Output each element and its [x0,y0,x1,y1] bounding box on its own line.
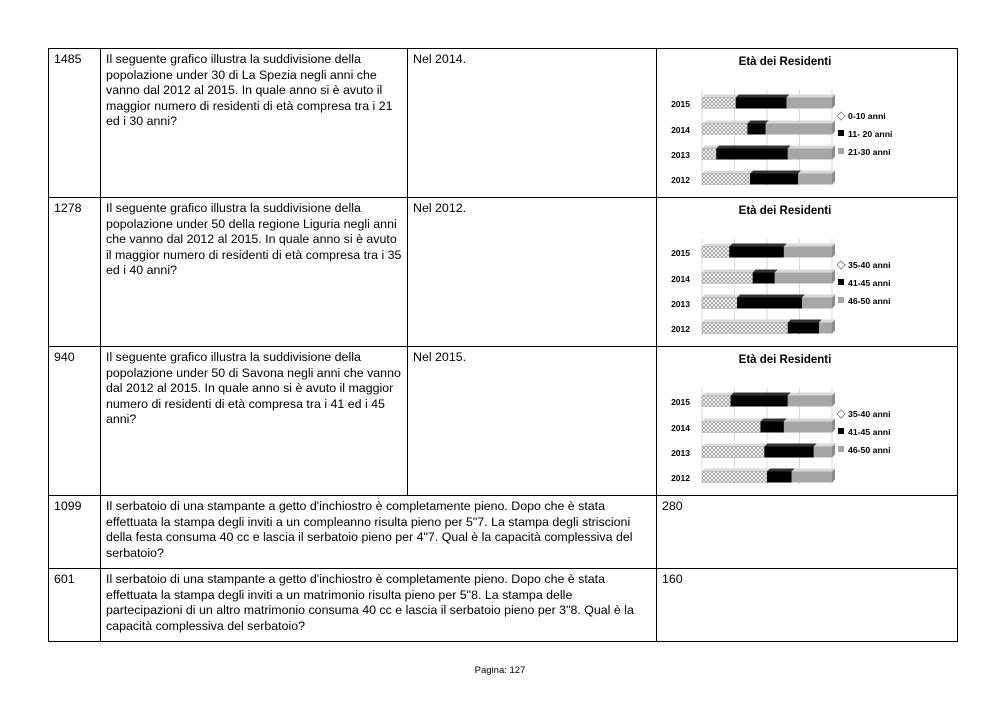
question-text: Il seguente grafico illustra la suddivisione della popolazione under 30 di La Spezia negli anni che vanno dal 2012 al 2015. In quale anno si è avuto il maggior numero di residenti di età compresa tra i 21 ed i 30 anni? [101,49,408,198]
question-id: 1099 [49,496,101,569]
bar-segment [761,422,784,433]
bar-segment [784,422,832,433]
category-label: 2015 [671,397,690,407]
bar-top-face [767,469,795,472]
bar-top-face [775,270,835,273]
question-text: Il serbatoio di una stampante a getto d'inchiostro è completamente pieno. Dopo che è stata effettuata la stampa degli inviti a un matrimonio risulta pieno per 5"8. La stampa delle partecipazioni di un altro matrimonio consuma 40 cc e lascia il serbatoio pieno per 3"8. Qual è la capacità complessiva del serbatoio? [101,569,657,642]
bar-top-face [702,121,751,124]
legend-swatch [838,446,844,452]
bar-segment [753,273,775,284]
stacked-bar-chart [662,350,908,492]
bar-top-face [702,95,739,98]
bar-top-face [761,419,787,422]
bar-segment [702,298,737,309]
legend-label: 46-50 anni [848,445,891,455]
category-label: 2015 [671,248,690,258]
bar-top-face [702,419,764,422]
bar-segment [750,174,798,185]
stacked-bar-chart [662,52,908,194]
bar-segment [702,124,748,135]
legend-swatch [838,148,844,154]
category-label: 2015 [671,99,690,109]
legend-label: 41-45 anni [848,427,891,437]
bar-segment [716,149,788,160]
bar-top-face [702,444,767,447]
legend-label: 41-45 anni [848,278,891,288]
question-table-container [48,48,957,642]
bar-top-face [764,444,816,447]
bar-segment [702,247,729,258]
chart-cell [657,198,958,347]
chart-title: Età dei Residenti [738,205,832,217]
bar-top-face [716,146,791,149]
legend-label: 46-50 anni [848,296,891,306]
bar-top-face [702,469,770,472]
question-text: Il seguente grafico illustra la suddivisione della popolazione under 50 di Savona negli anni che vanno dal 2012 al 2015. In quale anno si è avuto il maggior numero di residenti di età compresa tra i 41 ed i 45 anni? [101,347,408,496]
question-text: Il serbatoio di una stampante a getto d'inchiostro è completamente pieno. Dopo che è stata effettuata la stampa degli inviti a un compleanno risulta pieno per 5"7. La stampa degli striscioni della festa consuma 40 cc e lascia il serbatoio pieno per 4"7. Qual è la capacità complessiva del serbatoio? [101,496,657,569]
bar-top-face [788,320,822,323]
bar-top-face [784,244,835,247]
table-row [49,496,958,569]
bar-top-face [787,95,836,98]
answer-text: Nel 2012. [408,198,657,347]
table-row [49,198,958,347]
bar-top-face [748,121,769,124]
legend-label: 35-40 anni [848,409,891,419]
bar-segment [702,174,750,185]
bar-top-face [766,121,835,124]
bar-top-face [802,295,835,298]
bar-segment [729,247,784,258]
chart-cell [657,49,958,198]
bar-segment [702,447,764,458]
bar-top-face [753,270,778,273]
bar-segment [802,298,832,309]
answer-text: Nel 2015. [408,347,657,496]
question-id: 1278 [49,198,101,347]
bar-top-face [729,244,787,247]
legend-label: 21-30 anni [848,147,891,157]
category-label: 2012 [671,175,690,185]
bar-top-face [702,393,734,396]
category-label: 2013 [671,299,690,309]
bar-segment [767,472,792,483]
chart-title: Età dei Residenti [738,354,832,366]
bar-segment [788,149,832,160]
bar-segment [814,447,832,458]
bar-segment [702,422,761,433]
bar-top-face [792,469,835,472]
legend-swatch [837,112,845,120]
legend-swatch [838,130,844,136]
bar-top-face [814,444,835,447]
bar-top-face [702,270,756,273]
bar-segment [764,447,813,458]
bar-segment [736,98,787,109]
question-id: 601 [49,569,101,642]
category-label: 2013 [671,150,690,160]
bar-top-face [798,171,835,174]
table-row [49,49,958,198]
answer-text: Nel 2014. [408,49,657,198]
bar-segment [731,396,788,407]
category-label: 2014 [671,423,690,433]
legend-swatch [837,410,845,418]
category-label: 2014 [671,125,690,135]
stacked-bar-chart [662,201,908,343]
category-label: 2012 [671,473,690,483]
bar-segment [702,273,753,284]
chart-cell [657,347,958,496]
bar-segment [702,472,767,483]
bar-segment [784,247,832,258]
bar-top-face [750,171,801,174]
answer-text: 160 [657,569,958,642]
bar-top-face [702,320,791,323]
bar-segment [788,323,819,334]
legend-label: 35-40 anni [848,260,891,270]
bar-top-face [731,393,791,396]
bar-segment [702,98,736,109]
question-id: 1485 [49,49,101,198]
bar-segment [748,124,766,135]
bar-segment [702,149,716,160]
table-row [49,347,958,496]
bar-segment [766,124,832,135]
bar-segment [702,323,788,334]
chart-title: Età dei Residenti [738,56,832,68]
category-label: 2012 [671,324,690,334]
page-footer: Pagina: 127 [474,665,526,676]
bar-top-face [736,95,790,98]
bar-segment [775,273,832,284]
legend-swatch [837,261,845,269]
question-text: Il seguente grafico illustra la suddivisione della popolazione under 50 della regione Liguria negli anni che vanno dal 2012 al 2015. In quale anno si è avuto il maggior numero di residenti di età compresa tra i 35 ed i 40 anni? [101,198,408,347]
bar-segment [819,323,832,334]
bar-segment [737,298,802,309]
bar-segment [787,98,833,109]
category-label: 2014 [671,274,690,284]
legend-swatch [838,297,844,303]
category-label: 2013 [671,448,690,458]
bar-top-face [784,419,835,422]
bar-segment [792,472,832,483]
bar-segment [798,174,832,185]
question-id: 940 [49,347,101,496]
legend-label: 0-10 anni [848,111,886,121]
legend-swatch [838,428,844,434]
bar-top-face [702,146,719,149]
bar-top-face [788,146,835,149]
bar-top-face [702,295,740,298]
legend-label: 11- 20 anni [848,129,893,139]
bar-top-face [788,393,835,396]
answer-text: 280 [657,496,958,569]
bar-top-face [702,171,753,174]
bar-top-face [737,295,805,298]
table-row [49,569,958,642]
legend-swatch [838,279,844,285]
bar-top-face [702,244,732,247]
question-table [48,48,958,642]
bar-segment [788,396,832,407]
bar-segment [702,396,731,407]
